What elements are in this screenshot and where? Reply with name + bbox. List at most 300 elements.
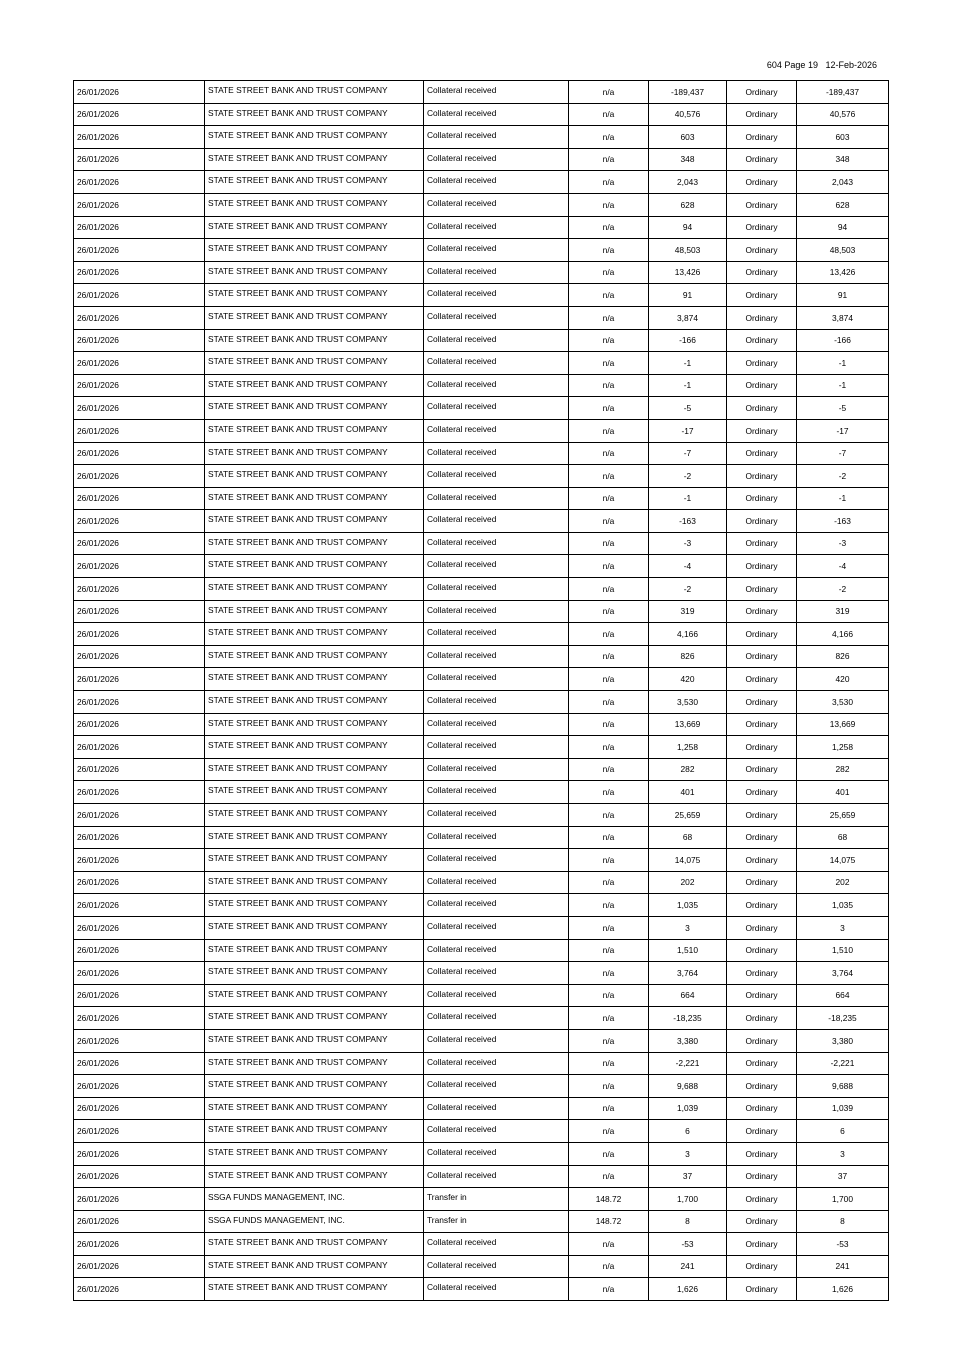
table-row xyxy=(74,1165,889,1188)
class-cell: Ordinary xyxy=(727,555,797,578)
entity-cell: STATE STREET BANK AND TRUST COMPANY xyxy=(205,781,424,804)
entity-cell: STATE STREET BANK AND TRUST COMPANY xyxy=(205,1278,424,1301)
date-cell: 26/01/2026 xyxy=(74,1052,205,1075)
date-cell: 26/01/2026 xyxy=(74,352,205,375)
quantity-cell: 1,035 xyxy=(649,894,727,917)
date-cell: 26/01/2026 xyxy=(74,894,205,917)
nature-cell: Collateral received xyxy=(424,1233,569,1256)
quantity-cell: -189,437 xyxy=(649,81,727,104)
votes-cell: 241 xyxy=(797,1255,889,1278)
votes-cell: 91 xyxy=(797,284,889,307)
votes-cell: 13,669 xyxy=(797,713,889,736)
table-row xyxy=(74,578,889,601)
entity-cell: STATE STREET BANK AND TRUST COMPANY xyxy=(205,374,424,397)
votes-cell: 603 xyxy=(797,126,889,149)
nature-cell: Collateral received xyxy=(424,623,569,646)
votes-cell: 3,874 xyxy=(797,306,889,329)
nature-cell: Collateral received xyxy=(424,1029,569,1052)
class-cell: Ordinary xyxy=(727,261,797,284)
nature-cell: Collateral received xyxy=(424,781,569,804)
votes-cell: 48,503 xyxy=(797,239,889,262)
date-cell: 26/01/2026 xyxy=(74,804,205,827)
quantity-cell: 3,874 xyxy=(649,306,727,329)
class-cell: Ordinary xyxy=(727,419,797,442)
votes-cell: -1 xyxy=(797,352,889,375)
class-cell: Ordinary xyxy=(727,578,797,601)
class-cell: Ordinary xyxy=(727,1097,797,1120)
consideration-cell: n/a xyxy=(569,352,649,375)
consideration-cell: n/a xyxy=(569,916,649,939)
table-row xyxy=(74,645,889,668)
consideration-cell: n/a xyxy=(569,578,649,601)
quantity-cell: -1 xyxy=(649,487,727,510)
class-cell: Ordinary xyxy=(727,284,797,307)
nature-cell: Collateral received xyxy=(424,736,569,759)
consideration-cell: n/a xyxy=(569,962,649,985)
class-cell: Ordinary xyxy=(727,487,797,510)
entity-cell: STATE STREET BANK AND TRUST COMPANY xyxy=(205,871,424,894)
quantity-cell: -163 xyxy=(649,510,727,533)
consideration-cell: n/a xyxy=(569,713,649,736)
date-cell: 26/01/2026 xyxy=(74,103,205,126)
quantity-cell: 319 xyxy=(649,600,727,623)
votes-cell: -4 xyxy=(797,555,889,578)
entity-cell: SSGA FUNDS MANAGEMENT, INC. xyxy=(205,1188,424,1211)
nature-cell: Collateral received xyxy=(424,171,569,194)
nature-cell: Collateral received xyxy=(424,465,569,488)
nature-cell: Collateral received xyxy=(424,758,569,781)
consideration-cell: n/a xyxy=(569,261,649,284)
consideration-cell: n/a xyxy=(569,1029,649,1052)
entity-cell: STATE STREET BANK AND TRUST COMPANY xyxy=(205,826,424,849)
class-cell: Ordinary xyxy=(727,1165,797,1188)
consideration-cell: n/a xyxy=(569,374,649,397)
votes-cell: 1,039 xyxy=(797,1097,889,1120)
consideration-cell: n/a xyxy=(569,216,649,239)
nature-cell: Collateral received xyxy=(424,555,569,578)
quantity-cell: 3,380 xyxy=(649,1029,727,1052)
quantity-cell: 241 xyxy=(649,1255,727,1278)
entity-cell: STATE STREET BANK AND TRUST COMPANY xyxy=(205,1052,424,1075)
quantity-cell: -5 xyxy=(649,397,727,420)
nature-cell: Collateral received xyxy=(424,1142,569,1165)
class-cell: Ordinary xyxy=(727,916,797,939)
quantity-cell: 1,039 xyxy=(649,1097,727,1120)
class-cell: Ordinary xyxy=(727,442,797,465)
quantity-cell: 13,669 xyxy=(649,713,727,736)
class-cell: Ordinary xyxy=(727,871,797,894)
class-cell: Ordinary xyxy=(727,894,797,917)
entity-cell: STATE STREET BANK AND TRUST COMPANY xyxy=(205,1142,424,1165)
quantity-cell: -7 xyxy=(649,442,727,465)
date-cell: 26/01/2026 xyxy=(74,962,205,985)
nature-cell: Collateral received xyxy=(424,510,569,533)
entity-cell: STATE STREET BANK AND TRUST COMPANY xyxy=(205,239,424,262)
nature-cell: Collateral received xyxy=(424,962,569,985)
date-cell: 26/01/2026 xyxy=(74,216,205,239)
votes-cell: 8 xyxy=(797,1210,889,1233)
date-cell: 26/01/2026 xyxy=(74,1188,205,1211)
class-cell: Ordinary xyxy=(727,645,797,668)
votes-cell: 6 xyxy=(797,1120,889,1143)
votes-cell: 1,258 xyxy=(797,736,889,759)
entity-cell: STATE STREET BANK AND TRUST COMPANY xyxy=(205,261,424,284)
class-cell: Ordinary xyxy=(727,1278,797,1301)
nature-cell: Collateral received xyxy=(424,713,569,736)
entity-cell: STATE STREET BANK AND TRUST COMPANY xyxy=(205,171,424,194)
quantity-cell: 91 xyxy=(649,284,727,307)
quantity-cell: 3,530 xyxy=(649,691,727,714)
votes-cell: 3 xyxy=(797,1142,889,1165)
votes-cell: 401 xyxy=(797,781,889,804)
nature-cell: Collateral received xyxy=(424,984,569,1007)
entity-cell: STATE STREET BANK AND TRUST COMPANY xyxy=(205,284,424,307)
table-row xyxy=(74,1278,889,1301)
date-cell: 26/01/2026 xyxy=(74,126,205,149)
consideration-cell: n/a xyxy=(569,555,649,578)
table-row xyxy=(74,758,889,781)
nature-cell: Collateral received xyxy=(424,126,569,149)
date-cell: 26/01/2026 xyxy=(74,261,205,284)
consideration-cell: n/a xyxy=(569,691,649,714)
table-body xyxy=(74,81,889,1301)
votes-cell: 37 xyxy=(797,1165,889,1188)
consideration-cell: n/a xyxy=(569,1120,649,1143)
class-cell: Ordinary xyxy=(727,1142,797,1165)
entity-cell: STATE STREET BANK AND TRUST COMPANY xyxy=(205,804,424,827)
table-row xyxy=(74,600,889,623)
table-row xyxy=(74,374,889,397)
table-row xyxy=(74,442,889,465)
class-cell: Ordinary xyxy=(727,1029,797,1052)
nature-cell: Collateral received xyxy=(424,804,569,827)
date-cell: 26/01/2026 xyxy=(74,939,205,962)
votes-cell: 13,426 xyxy=(797,261,889,284)
consideration-cell: n/a xyxy=(569,148,649,171)
date-cell: 26/01/2026 xyxy=(74,329,205,352)
votes-cell: 25,659 xyxy=(797,804,889,827)
table-row xyxy=(74,1142,889,1165)
nature-cell: Collateral received xyxy=(424,600,569,623)
date-cell: 26/01/2026 xyxy=(74,1120,205,1143)
votes-cell: 202 xyxy=(797,871,889,894)
date-cell: 26/01/2026 xyxy=(74,1255,205,1278)
votes-cell: -2,221 xyxy=(797,1052,889,1075)
quantity-cell: 48,503 xyxy=(649,239,727,262)
nature-cell: Collateral received xyxy=(424,871,569,894)
class-cell: Ordinary xyxy=(727,1188,797,1211)
entity-cell: STATE STREET BANK AND TRUST COMPANY xyxy=(205,736,424,759)
date-cell: 26/01/2026 xyxy=(74,600,205,623)
entity-cell: STATE STREET BANK AND TRUST COMPANY xyxy=(205,465,424,488)
quantity-cell: 37 xyxy=(649,1165,727,1188)
consideration-cell: n/a xyxy=(569,306,649,329)
votes-cell: -2 xyxy=(797,578,889,601)
nature-cell: Collateral received xyxy=(424,442,569,465)
entity-cell: STATE STREET BANK AND TRUST COMPANY xyxy=(205,623,424,646)
quantity-cell: -2 xyxy=(649,578,727,601)
quantity-cell: 68 xyxy=(649,826,727,849)
nature-cell: Collateral received xyxy=(424,691,569,714)
nature-cell: Collateral received xyxy=(424,216,569,239)
votes-cell: 826 xyxy=(797,645,889,668)
class-cell: Ordinary xyxy=(727,623,797,646)
date-cell: 26/01/2026 xyxy=(74,81,205,104)
table-row xyxy=(74,1120,889,1143)
consideration-cell: n/a xyxy=(569,1007,649,1030)
date-cell: 26/01/2026 xyxy=(74,916,205,939)
nature-cell: Collateral received xyxy=(424,1120,569,1143)
votes-cell: 94 xyxy=(797,216,889,239)
nature-cell: Collateral received xyxy=(424,894,569,917)
votes-cell: 9,688 xyxy=(797,1075,889,1098)
table-row xyxy=(74,736,889,759)
quantity-cell: 94 xyxy=(649,216,727,239)
table-row xyxy=(74,239,889,262)
nature-cell: Transfer in xyxy=(424,1188,569,1211)
table-row xyxy=(74,691,889,714)
entity-cell: STATE STREET BANK AND TRUST COMPANY xyxy=(205,532,424,555)
entity-cell: STATE STREET BANK AND TRUST COMPANY xyxy=(205,487,424,510)
entity-cell: STATE STREET BANK AND TRUST COMPANY xyxy=(205,193,424,216)
date-cell: 26/01/2026 xyxy=(74,578,205,601)
entity-cell: STATE STREET BANK AND TRUST COMPANY xyxy=(205,1233,424,1256)
class-cell: Ordinary xyxy=(727,1255,797,1278)
date-cell: 26/01/2026 xyxy=(74,1142,205,1165)
date-cell: 26/01/2026 xyxy=(74,442,205,465)
quantity-cell: 401 xyxy=(649,781,727,804)
table-row xyxy=(74,555,889,578)
quantity-cell: -1 xyxy=(649,374,727,397)
consideration-cell: n/a xyxy=(569,510,649,533)
entity-cell: STATE STREET BANK AND TRUST COMPANY xyxy=(205,510,424,533)
table-row xyxy=(74,871,889,894)
date-cell: 26/01/2026 xyxy=(74,645,205,668)
date-cell: 26/01/2026 xyxy=(74,306,205,329)
date-cell: 26/01/2026 xyxy=(74,374,205,397)
date-cell: 26/01/2026 xyxy=(74,691,205,714)
consideration-cell: n/a xyxy=(569,736,649,759)
table-row xyxy=(74,329,889,352)
date-cell: 26/01/2026 xyxy=(74,1233,205,1256)
consideration-cell: n/a xyxy=(569,939,649,962)
quantity-cell: -2,221 xyxy=(649,1052,727,1075)
quantity-cell: 202 xyxy=(649,871,727,894)
votes-cell: 3 xyxy=(797,916,889,939)
consideration-cell: n/a xyxy=(569,1255,649,1278)
date-cell: 26/01/2026 xyxy=(74,758,205,781)
consideration-cell: n/a xyxy=(569,849,649,872)
class-cell: Ordinary xyxy=(727,736,797,759)
consideration-cell: n/a xyxy=(569,126,649,149)
votes-cell: -1 xyxy=(797,374,889,397)
table-row xyxy=(74,148,889,171)
quantity-cell: -53 xyxy=(649,1233,727,1256)
table-row xyxy=(74,465,889,488)
entity-cell: STATE STREET BANK AND TRUST COMPANY xyxy=(205,758,424,781)
class-cell: Ordinary xyxy=(727,1052,797,1075)
nature-cell: Collateral received xyxy=(424,1097,569,1120)
class-cell: Ordinary xyxy=(727,939,797,962)
votes-cell: 14,075 xyxy=(797,849,889,872)
entity-cell: STATE STREET BANK AND TRUST COMPANY xyxy=(205,1007,424,1030)
class-cell: Ordinary xyxy=(727,804,797,827)
votes-cell: 3,530 xyxy=(797,691,889,714)
quantity-cell: 13,426 xyxy=(649,261,727,284)
table-row xyxy=(74,532,889,555)
quantity-cell: 1,510 xyxy=(649,939,727,962)
votes-cell: -18,235 xyxy=(797,1007,889,1030)
table-row xyxy=(74,1210,889,1233)
table-row xyxy=(74,216,889,239)
nature-cell: Collateral received xyxy=(424,916,569,939)
consideration-cell: n/a xyxy=(569,600,649,623)
quantity-cell: 282 xyxy=(649,758,727,781)
votes-cell: -163 xyxy=(797,510,889,533)
class-cell: Ordinary xyxy=(727,984,797,1007)
table-row xyxy=(74,171,889,194)
quantity-cell: 1,626 xyxy=(649,1278,727,1301)
date-cell: 26/01/2026 xyxy=(74,239,205,262)
class-cell: Ordinary xyxy=(727,1075,797,1098)
table-row xyxy=(74,487,889,510)
entity-cell: STATE STREET BANK AND TRUST COMPANY xyxy=(205,1029,424,1052)
entity-cell: STATE STREET BANK AND TRUST COMPANY xyxy=(205,419,424,442)
date-cell: 26/01/2026 xyxy=(74,510,205,533)
nature-cell: Collateral received xyxy=(424,645,569,668)
table-row xyxy=(74,781,889,804)
consideration-cell: n/a xyxy=(569,1142,649,1165)
table-row xyxy=(74,1075,889,1098)
entity-cell: STATE STREET BANK AND TRUST COMPANY xyxy=(205,1097,424,1120)
votes-cell: 3,764 xyxy=(797,962,889,985)
date-cell: 26/01/2026 xyxy=(74,1165,205,1188)
entity-cell: STATE STREET BANK AND TRUST COMPANY xyxy=(205,103,424,126)
class-cell: Ordinary xyxy=(727,465,797,488)
date-cell: 26/01/2026 xyxy=(74,1278,205,1301)
date-cell: 26/01/2026 xyxy=(74,555,205,578)
entity-cell: STATE STREET BANK AND TRUST COMPANY xyxy=(205,216,424,239)
entity-cell: STATE STREET BANK AND TRUST COMPANY xyxy=(205,329,424,352)
class-cell: Ordinary xyxy=(727,510,797,533)
consideration-cell: n/a xyxy=(569,397,649,420)
class-cell: Ordinary xyxy=(727,532,797,555)
table-row xyxy=(74,1233,889,1256)
quantity-cell: 628 xyxy=(649,193,727,216)
nature-cell: Collateral received xyxy=(424,1052,569,1075)
consideration-cell: n/a xyxy=(569,442,649,465)
class-cell: Ordinary xyxy=(727,668,797,691)
entity-cell: SSGA FUNDS MANAGEMENT, INC. xyxy=(205,1210,424,1233)
nature-cell: Transfer in xyxy=(424,1210,569,1233)
class-cell: Ordinary xyxy=(727,103,797,126)
entity-cell: STATE STREET BANK AND TRUST COMPANY xyxy=(205,442,424,465)
date-cell: 26/01/2026 xyxy=(74,397,205,420)
nature-cell: Collateral received xyxy=(424,329,569,352)
votes-cell: -17 xyxy=(797,419,889,442)
table-row xyxy=(74,126,889,149)
date-cell: 26/01/2026 xyxy=(74,532,205,555)
table-row xyxy=(74,713,889,736)
consideration-cell: n/a xyxy=(569,826,649,849)
class-cell: Ordinary xyxy=(727,239,797,262)
nature-cell: Collateral received xyxy=(424,193,569,216)
class-cell: Ordinary xyxy=(727,600,797,623)
quantity-cell: 1,258 xyxy=(649,736,727,759)
table-row xyxy=(74,849,889,872)
date-cell: 26/01/2026 xyxy=(74,487,205,510)
consideration-cell: n/a xyxy=(569,103,649,126)
nature-cell: Collateral received xyxy=(424,397,569,420)
nature-cell: Collateral received xyxy=(424,826,569,849)
votes-cell: 628 xyxy=(797,193,889,216)
entity-cell: STATE STREET BANK AND TRUST COMPANY xyxy=(205,962,424,985)
entity-cell: STATE STREET BANK AND TRUST COMPANY xyxy=(205,306,424,329)
consideration-cell: n/a xyxy=(569,1278,649,1301)
class-cell: Ordinary xyxy=(727,1120,797,1143)
votes-cell: -7 xyxy=(797,442,889,465)
consideration-cell: 148.72 xyxy=(569,1210,649,1233)
date-cell: 26/01/2026 xyxy=(74,1075,205,1098)
table-row xyxy=(74,804,889,827)
entity-cell: STATE STREET BANK AND TRUST COMPANY xyxy=(205,713,424,736)
table-row xyxy=(74,352,889,375)
votes-cell: -53 xyxy=(797,1233,889,1256)
consideration-cell: n/a xyxy=(569,1052,649,1075)
nature-cell: Collateral received xyxy=(424,849,569,872)
entity-cell: STATE STREET BANK AND TRUST COMPANY xyxy=(205,849,424,872)
quantity-cell: -2 xyxy=(649,465,727,488)
entity-cell: STATE STREET BANK AND TRUST COMPANY xyxy=(205,1255,424,1278)
consideration-cell: n/a xyxy=(569,487,649,510)
votes-cell: 319 xyxy=(797,600,889,623)
quantity-cell: 8 xyxy=(649,1210,727,1233)
consideration-cell: n/a xyxy=(569,284,649,307)
entity-cell: STATE STREET BANK AND TRUST COMPANY xyxy=(205,894,424,917)
entity-cell: STATE STREET BANK AND TRUST COMPANY xyxy=(205,916,424,939)
table-row xyxy=(74,1007,889,1030)
consideration-cell: n/a xyxy=(569,984,649,1007)
date-cell: 26/01/2026 xyxy=(74,713,205,736)
table-row xyxy=(74,397,889,420)
consideration-cell: n/a xyxy=(569,1165,649,1188)
entity-cell: STATE STREET BANK AND TRUST COMPANY xyxy=(205,578,424,601)
table-row xyxy=(74,103,889,126)
nature-cell: Collateral received xyxy=(424,939,569,962)
nature-cell: Collateral received xyxy=(424,487,569,510)
quantity-cell: 603 xyxy=(649,126,727,149)
table-row xyxy=(74,939,889,962)
class-cell: Ordinary xyxy=(727,1210,797,1233)
votes-cell: -1 xyxy=(797,487,889,510)
date-cell: 26/01/2026 xyxy=(74,826,205,849)
class-cell: Ordinary xyxy=(727,216,797,239)
nature-cell: Collateral received xyxy=(424,1255,569,1278)
date-cell: 26/01/2026 xyxy=(74,284,205,307)
date-cell: 26/01/2026 xyxy=(74,148,205,171)
entity-cell: STATE STREET BANK AND TRUST COMPANY xyxy=(205,645,424,668)
table-row xyxy=(74,419,889,442)
nature-cell: Collateral received xyxy=(424,419,569,442)
votes-cell: -189,437 xyxy=(797,81,889,104)
quantity-cell: 3 xyxy=(649,916,727,939)
class-cell: Ordinary xyxy=(727,713,797,736)
class-cell: Ordinary xyxy=(727,306,797,329)
consideration-cell: n/a xyxy=(569,193,649,216)
date-cell: 26/01/2026 xyxy=(74,1029,205,1052)
date-cell: 26/01/2026 xyxy=(74,465,205,488)
votes-cell: 1,700 xyxy=(797,1188,889,1211)
